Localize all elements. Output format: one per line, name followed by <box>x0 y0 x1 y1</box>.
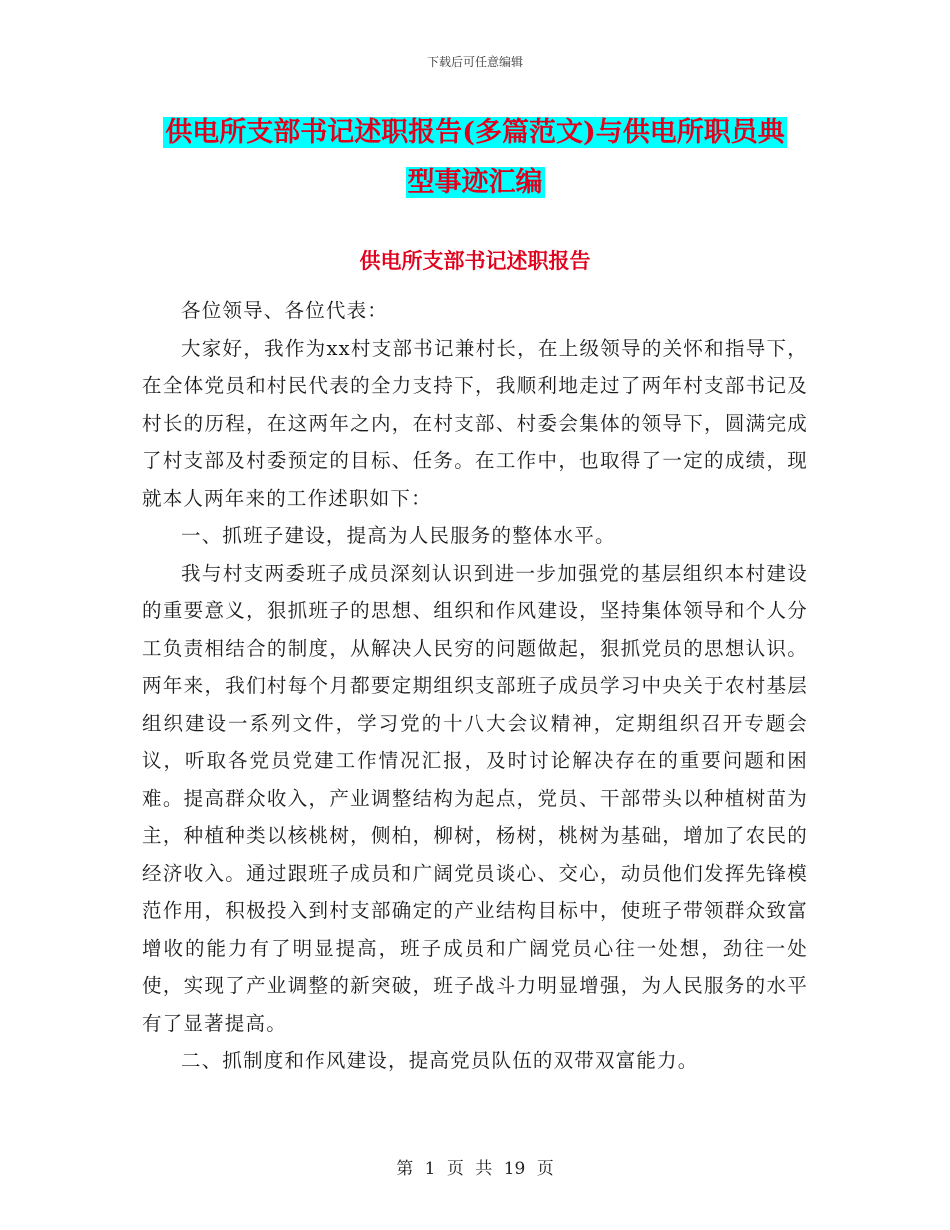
page-number-footer: 第 1 页 共 19 页 <box>396 1159 554 1179</box>
section-title: 供电所支部书记述职报告 <box>359 248 591 273</box>
paragraph-salutation: 各位领导、各位代表： <box>181 299 389 322</box>
body-text <box>142 292 808 1080</box>
header-note: 下载后可任意编辑 <box>426 55 523 69</box>
paragraph-heading-2: 二、抓制度和作风建设，提高党员队伍的双带双富能力。 <box>181 1049 699 1072</box>
document-title-line-1: 供电所支部书记述职报告(多篇范文)与供电所职员典 <box>165 117 785 148</box>
paragraph-body-1: 我与村支两委班子成员深刻认识到进一步加强党的基层组织本村建设的重要意义，狠抓班子的思想、组织和作风建设，坚持集体领导和个人分工负责相结合的制度，从解决人民穷的问题做起，狠抓党员的思想认识。两年来，我们村每个月都要定期组织支部班子成员学习中央关于农村基层组织建设一系列文件，学习党的十八大会议精神，定期组织召开专题会议，听取各党员党建工作情况汇报，及时讨论解决存在的重要问题和困难。提高群众收入，产业调整结构为起点，党员、干部带头以种植树苗为主，种植种类以核桃树，侧柏，柳树，杨树，桃树为基础，增加了农民的经济收入。通过跟班子成员和广阔党员谈心、交心，动员他们发挥先锋模范作用，积极投入到村支部确定的产业结构目标中，使班子带领群众致富增收的能力有了明显提高，班子成员和广阔党员心往一处想，劲往一处使，实现了产业调整的新突破，班子战斗力明显增强，为人民服务的水平有了显著提高。 <box>142 561 808 1035</box>
document-title-line-2: 型事迹汇编 <box>407 167 543 198</box>
document-title <box>0 108 950 208</box>
paragraph-heading-1: 一、抓班子建设，提高为人民服务的整体水平。 <box>181 524 616 547</box>
paragraph-intro: 大家好，我作为xx村支部书记兼村长，在上级领导的关怀和指导下，在全体党员和村民代表的全力支持下，我顺利地走过了两年村支部书记及村长的历程，在这两年之内，在村支部、村委会集体的领导下，圆满完成了村支部及村委预定的目标、任务。在工作中，也取得了一定的成绩，现就本人两年来的工作述职如下： <box>142 336 808 510</box>
